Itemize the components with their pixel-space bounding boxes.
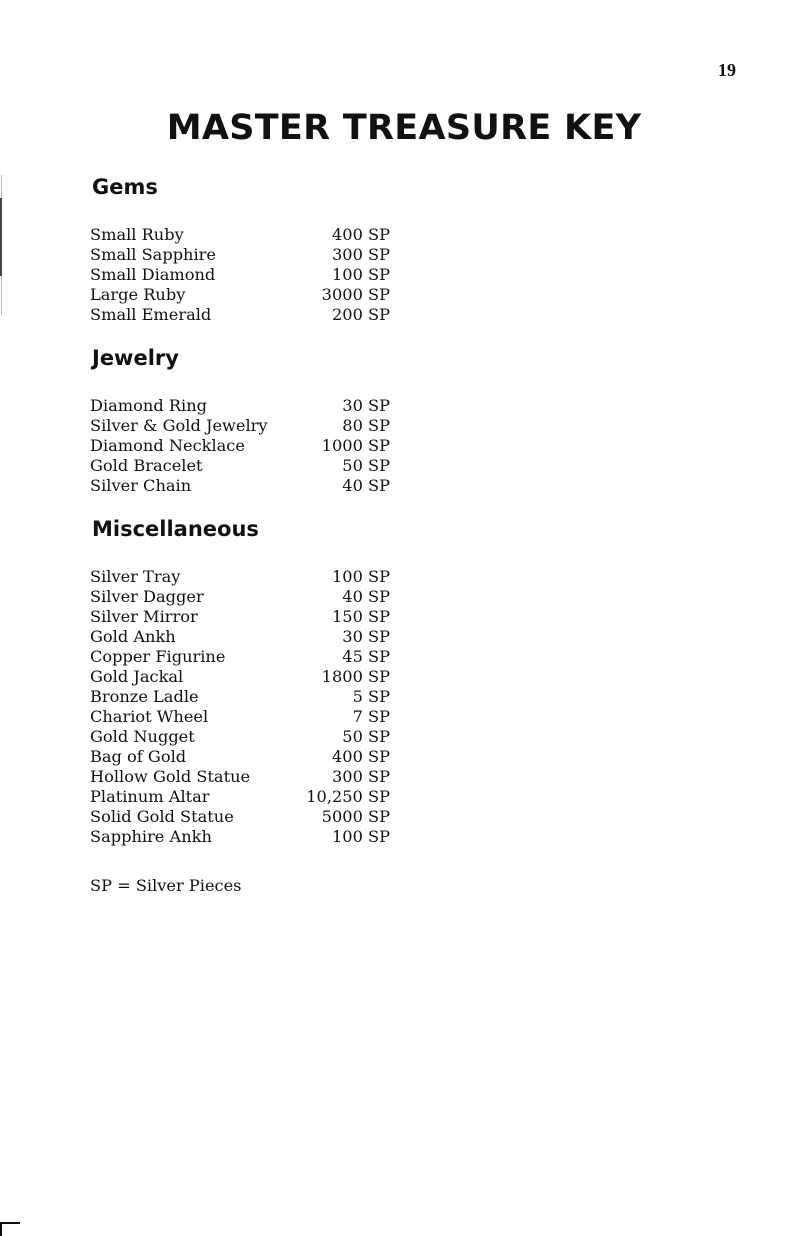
section-heading: Jewelry	[92, 346, 179, 370]
item-name: Platinum Altar	[90, 787, 210, 806]
item-value: 300 SP	[331, 245, 390, 264]
item-value: 40 SP	[342, 476, 390, 495]
list-item	[90, 827, 390, 847]
item-name: Gold Jackal	[90, 667, 184, 686]
item-name: Silver Mirror	[90, 607, 198, 626]
item-value: 50 SP	[342, 456, 390, 475]
item-name: Gold Bracelet	[90, 456, 203, 475]
item-value: 5 SP	[352, 687, 390, 706]
page-number: 19	[718, 60, 736, 80]
item-value: 100 SP	[331, 567, 390, 586]
list-item	[90, 285, 390, 305]
footnote: SP = Silver Pieces	[90, 876, 242, 895]
item-name: Diamond Necklace	[90, 436, 245, 455]
section-gems	[90, 174, 390, 325]
item-name: Silver Dagger	[90, 587, 204, 606]
item-value: 50 SP	[342, 727, 390, 746]
item-value: 1800 SP	[321, 667, 390, 686]
section-miscellaneous	[90, 516, 390, 847]
list-item	[90, 265, 390, 285]
item-name: Small Emerald	[90, 305, 212, 324]
item-name: Sapphire Ankh	[90, 827, 212, 846]
item-value: 30 SP	[342, 396, 390, 415]
item-value: 300 SP	[331, 767, 390, 786]
list-item	[90, 707, 390, 727]
list-item	[90, 767, 390, 787]
item-value: 200 SP	[331, 305, 390, 324]
item-name: Copper Figurine	[90, 647, 226, 666]
item-value: 1000 SP	[321, 436, 390, 455]
list-item	[90, 727, 390, 747]
list-item	[90, 747, 390, 767]
item-name: Bag of Gold	[90, 747, 187, 766]
list-item	[90, 416, 390, 436]
item-value: 45 SP	[342, 647, 390, 666]
item-name: Small Diamond	[90, 265, 216, 284]
list-item	[90, 567, 390, 587]
list-item	[90, 787, 390, 807]
list-item	[90, 607, 390, 627]
item-value: 400 SP	[331, 225, 390, 244]
item-name: Silver Tray	[90, 567, 181, 586]
item-name: Solid Gold Statue	[90, 807, 234, 826]
scan-corner-mark	[0, 1222, 20, 1236]
item-name: Small Sapphire	[90, 245, 216, 264]
list-item	[90, 245, 390, 265]
list-item	[90, 476, 390, 496]
list-item	[90, 627, 390, 647]
item-value: 30 SP	[342, 627, 390, 646]
list-item	[90, 456, 390, 476]
page-title: MASTER TREASURE KEY	[166, 108, 642, 148]
list-item	[90, 587, 390, 607]
list-item	[90, 687, 390, 707]
list-item	[90, 436, 390, 456]
list-item	[90, 305, 390, 325]
item-name: Bronze Ladle	[90, 687, 199, 706]
list-item	[90, 667, 390, 687]
item-value: 100 SP	[331, 265, 390, 284]
item-name: Silver Chain	[90, 476, 192, 495]
list-item	[90, 647, 390, 667]
item-value: 40 SP	[342, 587, 390, 606]
item-value: 80 SP	[342, 416, 390, 435]
item-name: Large Ruby	[90, 285, 186, 304]
section-heading: Miscellaneous	[92, 517, 259, 541]
item-name: Chariot Wheel	[90, 707, 209, 726]
item-name: Small Ruby	[90, 225, 184, 244]
scan-margin-mark	[0, 198, 2, 276]
item-value: 5000 SP	[321, 807, 390, 826]
item-value: 100 SP	[331, 827, 390, 846]
section-jewelry	[90, 345, 390, 496]
item-value: 400 SP	[331, 747, 390, 766]
item-value: 7 SP	[352, 707, 390, 726]
item-name: Silver & Gold Jewelry	[90, 416, 268, 435]
item-value: 150 SP	[331, 607, 390, 626]
item-name: Hollow Gold Statue	[90, 767, 251, 786]
list-item	[90, 225, 390, 245]
item-name: Gold Nugget	[90, 727, 195, 746]
list-item	[90, 396, 390, 416]
item-name: Diamond Ring	[90, 396, 207, 415]
list-item	[90, 807, 390, 827]
item-name: Gold Ankh	[90, 627, 176, 646]
item-value: 10,250 SP	[306, 787, 390, 806]
section-heading: Gems	[92, 175, 158, 199]
item-value: 3000 SP	[321, 285, 390, 304]
